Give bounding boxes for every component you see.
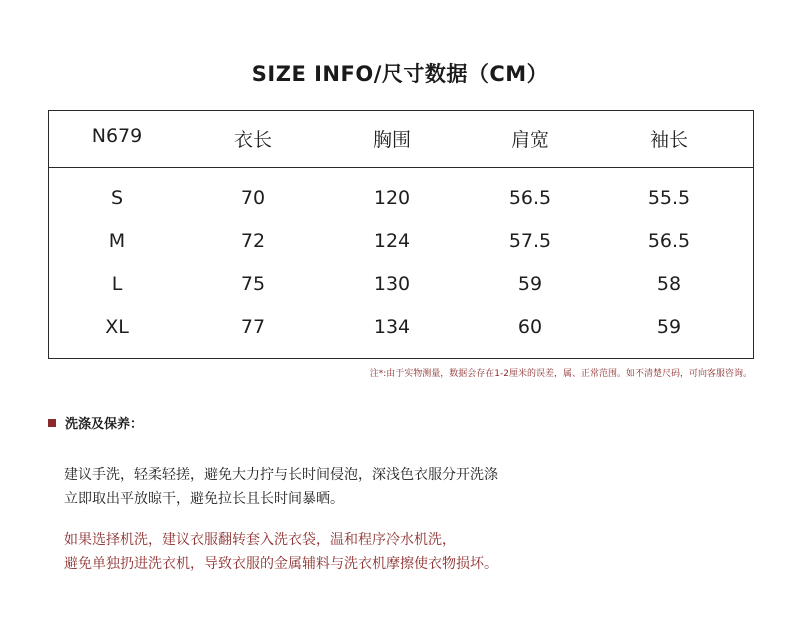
table-row <box>49 316 753 359</box>
shoulder-cell: 57.5 <box>508 230 552 252</box>
washing-instructions <box>64 463 498 511</box>
table-row <box>49 230 753 273</box>
warning-line: 如果选择机洗，建议衣服翻转套入洗衣袋，温和程序冷水机洗， <box>64 532 456 548</box>
size-cell: M <box>108 230 126 252</box>
chest-cell: 120 <box>373 187 411 209</box>
header-shoulder: 肩宽 <box>510 129 550 151</box>
header-chest: 胸围 <box>372 129 412 151</box>
sleeve-cell: 55.5 <box>647 187 691 209</box>
table-header-row <box>49 111 753 168</box>
size-cell: XL <box>105 316 129 338</box>
chest-cell: 130 <box>373 273 411 295</box>
sleeve-cell: 58 <box>656 273 682 295</box>
page-title: SIZE INFO/尺寸数据（CM） <box>251 62 549 86</box>
size-cell: L <box>111 273 123 295</box>
table-row <box>49 273 753 316</box>
chest-cell: 134 <box>373 316 411 338</box>
washing-line: 立即取出平放晾干，避免拉长且长时间暴晒。 <box>64 491 344 507</box>
length-cell: 72 <box>240 230 266 252</box>
shoulder-cell: 60 <box>517 316 543 338</box>
sleeve-cell: 59 <box>656 316 682 338</box>
shoulder-cell: 59 <box>517 273 543 295</box>
chest-cell: 124 <box>373 230 411 252</box>
length-cell: 75 <box>240 273 266 295</box>
length-cell: 77 <box>240 316 266 338</box>
header-sleeve: 袖长 <box>649 129 689 151</box>
machine-wash-warning <box>64 528 498 576</box>
washing-line: 建议手洗，轻柔轻搓，避免大力拧与长时间侵泡，深浅色衣服分开洗涤 <box>64 467 498 483</box>
sleeve-cell: 56.5 <box>647 230 691 252</box>
square-bullet-icon <box>48 419 56 427</box>
warning-line: 避免单独扔进洗衣机，导致衣服的金属辅料与洗衣机摩擦使衣物损坏。 <box>64 556 498 572</box>
size-cell: S <box>110 187 124 209</box>
header-model: N679 <box>91 125 143 147</box>
header-length: 衣长 <box>233 129 273 151</box>
care-section-title: 洗涤及保养： <box>65 417 144 432</box>
care-section-header <box>48 413 143 432</box>
size-table <box>48 110 754 359</box>
table-row <box>49 187 753 230</box>
measurement-note: 注*:由于实物测量，数据会存在1-2厘米的误差，属、正常范围。如不清楚尺码，可向客服咨询。 <box>369 369 752 379</box>
length-cell: 70 <box>240 187 266 209</box>
shoulder-cell: 56.5 <box>508 187 552 209</box>
